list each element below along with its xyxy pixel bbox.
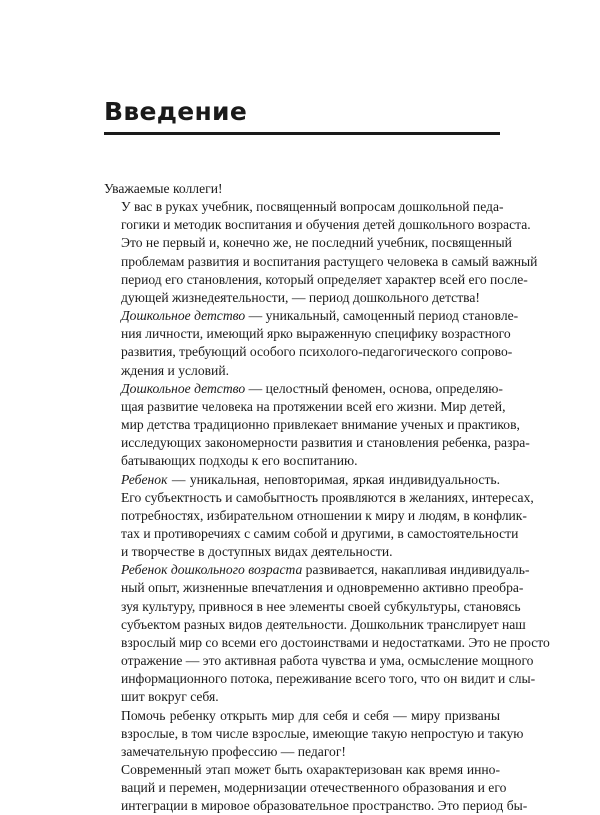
paragraph	[104, 307, 519, 380]
paragraph	[104, 198, 531, 234]
text-line: ждения и условий.	[121, 362, 229, 378]
italic-term: Дошкольное детство	[121, 380, 246, 396]
text-line: мир детства традиционно привлекает внимание ученых и практиков,	[121, 417, 520, 433]
text-line: Его субъектность и самобытность проявляются в желаниях, интересах,	[121, 489, 534, 505]
title-underline	[104, 132, 500, 135]
text-line: шит вокруг себя.	[121, 689, 219, 705]
text-line: щая развитие человека на протяжении всей его жизни. Мир детей,	[121, 398, 506, 414]
text-line: субъектом разных видов деятельности. Дошкольник транслирует наш	[121, 616, 526, 632]
text-line: взрослые, в том числе взрослые, имеющие такую непростую и такую	[121, 725, 524, 741]
paragraph	[104, 234, 538, 307]
text-line: Это не первый и, конечно же, не последний учебник, посвященный	[121, 235, 512, 251]
text-line: и творчестве в доступных видах деятельности.	[121, 544, 393, 560]
text-line: развития, требующий особого психолого-педагогического сопрово-	[121, 344, 513, 360]
italic-term: Дошкольное детство	[121, 308, 246, 324]
line-text: — уникальный, самоценный период становле-	[245, 308, 519, 324]
italic-term: Ребенок	[121, 471, 168, 487]
paragraph	[104, 471, 534, 562]
text-line: проблемам развития и воспитания растущего человека в самый важный	[121, 253, 538, 269]
text-line: интеграции в мировое образовательное пространство. Это период бы-	[121, 798, 528, 814]
paragraph	[104, 561, 550, 706]
text-line	[104, 471, 500, 489]
text-line: период его становления, который определяет характер всей его после-	[121, 271, 528, 287]
text-line: ваций и перемен, модернизации отечественного образования и его	[121, 780, 507, 796]
text-line: замечательную профессию — педагог!	[121, 743, 346, 759]
text-line: У вас в руках учебник, посвященный вопросам дошкольной педа-	[121, 199, 504, 215]
text-line: информационного потока, переживание всего того, что он видит и слы-	[121, 671, 536, 687]
text-line: Помочь ребенку открыть мир для себя и себя — миру призваны	[121, 707, 500, 723]
text-line: гогики и методик воспитания и обучения детей дошкольного возраста.	[121, 217, 531, 233]
chapter-title: Введение	[104, 97, 248, 126]
body-text	[104, 180, 550, 815]
salutation: Уважаемые коллеги!	[104, 181, 223, 196]
paragraph	[104, 761, 528, 815]
text-line	[104, 380, 503, 398]
text-line: батывающих подходы к его воспитанию.	[121, 453, 358, 469]
text-line	[104, 561, 530, 579]
text-line: потребностях, избирательном отношении к миру и людям, в конфлик-	[121, 507, 527, 523]
text-line: исследующих закономерности развития и становления ребенка, разра-	[121, 435, 530, 451]
text-line: ния личности, имеющий ярко выраженную специфику возрастного	[121, 326, 511, 342]
line-text: — целостный феномен, основа, определяю-	[245, 380, 503, 396]
line-text: — уникальная, неповторимая, яркая индивидуальность.	[167, 471, 500, 487]
line-text: развивается, накапливая индивидуаль-	[302, 562, 530, 578]
italic-term: Ребенок дошкольного возраста	[121, 562, 303, 578]
text-line: Современный этап может быть охарактеризован как время инно-	[121, 762, 500, 777]
text-line: тах и противоречиях с самим собой и другими, в самостоятельности	[121, 525, 519, 541]
text-line: отражение — это активная работа чувства и ума, осмысление мощного	[121, 653, 534, 669]
paragraph	[104, 380, 530, 471]
text-line: дующей жизнедеятельности, — период дошкольного детства!	[121, 289, 480, 305]
text-line: ный опыт, жизненные впечатления и одновременно активно преобра-	[121, 580, 524, 596]
text-line	[104, 307, 519, 325]
text-line: зуя культуру, привнося в нее элементы своей субкультуры, становясь	[121, 598, 521, 614]
paragraph	[104, 707, 524, 761]
text-line: взрослый мир со всеми его достоинствами и недостатками. Это не просто	[121, 634, 550, 650]
